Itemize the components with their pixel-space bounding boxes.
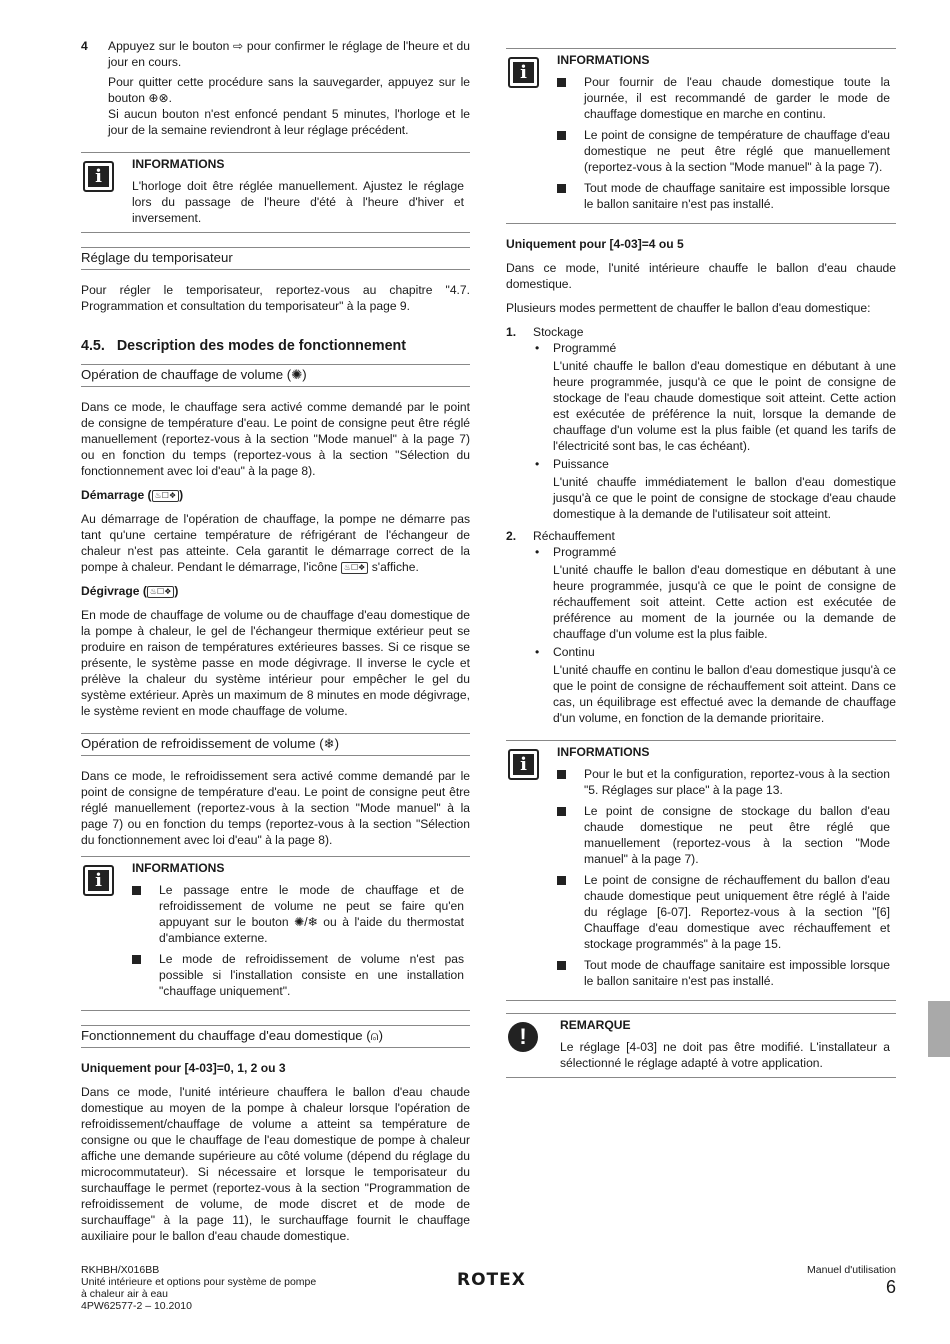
- footer-right: [720, 1264, 896, 1298]
- start-text: [81, 511, 470, 575]
- info-item: Le point de consigne de stockage du ballon d'eau chaude domestique ne peut être réglé que manuellement (reportez-vous à la section "Mode manuel" à la page 7).: [557, 803, 890, 867]
- start-text-a: Au démarrage de l'opération de chauffage, la pompe ne démarre pas tant qu'une certaine température de réfrigérant de l'échangeur de chaleur n'est pas atteinte. Cela garantit le démarrage correct de la pompe à chaleur. Pendant le démarrage, l'icône: [81, 512, 470, 574]
- info-icon: i: [83, 865, 114, 896]
- startup-icon: ♨☐❖: [341, 562, 369, 574]
- heating-text: Dans ce mode, le chauffage sera activé comme demandé par le point de consigne de température d'eau. Le point de consigne peut être réglé manuellement (reportez-vous à la section "Mode manuel" à la page 7) ou en fonction du temps (reportez-vous à la section "Sélection du fonctionnement avec loi d'eau" à la page 8).: [81, 400, 470, 478]
- info-title: INFORMATIONS: [557, 745, 650, 759]
- list-label: Stockage: [533, 325, 584, 339]
- page-number: 6: [885, 1277, 896, 1297]
- info-icon: i: [83, 161, 114, 192]
- info-item: Tout mode de chauffage sanitaire est impossible lorsque le ballon sanitaire n'est pas installé.: [557, 957, 890, 989]
- info-item: Le passage entre le mode de chauffage et de refroidissement de volume ne peut se faire qu'en appuyant sur le bouton ✺/❄ ou à l'aide du thermostat d'ambiance externe.: [132, 882, 464, 946]
- step-text: Si aucun bouton n'est enfoncé pendant 5 minutes, l'horloge et le jour de la semaine reviendront à leur réglage précédent.: [108, 107, 470, 137]
- dhw-text: Dans ce mode, l'unité intérieure chauffera le ballon d'eau chaude domestique au moyen de la pompe à chaleur lorsque l'opération de refroidissement/chauffage de volume a atteint sa température de consigne ou que le chauffage de l'eau domestique de pompe à chaleur affiche une demande supérieure au côté volume (dépend du réglage du microcommutateur). Si nécessaire et lorsque le temporisateur du surchauffage le permet (reportez-vous à la section "Programmation de refroidissement de volume, de mode discret et de mode de surchauffage" à la page 11), le surchauffage fournit le chauffage auxiliaire pour le ballon d'eau chaude domestique.: [81, 1085, 470, 1243]
- info-item: Pour le but et la configuration, reportez-vous à la section "5. Réglages sur place" à la page 13.: [557, 766, 890, 798]
- dhw-subtitle: Uniquement pour [4-03]=0, 1, 2 ou 3: [81, 1061, 286, 1075]
- list-label: Réchauffement: [533, 529, 615, 543]
- info-box: [506, 740, 896, 1001]
- start-title-close: ): [179, 488, 184, 502]
- info-title: INFORMATIONS: [132, 861, 225, 875]
- sub-label: Puissance: [553, 457, 609, 471]
- sub-label: Programmé: [553, 545, 617, 559]
- footer-doc-number: 4PW62577-2 – 10.2010: [81, 1300, 192, 1312]
- footer-desc: Unité intérieure et options pour système de pompe: [81, 1276, 317, 1288]
- mode45-text: Dans ce mode, l'unité intérieure chauffe le ballon d'eau chaude domestique.: [506, 261, 896, 291]
- right-column: [506, 42, 896, 1090]
- step-number: 4: [81, 39, 88, 53]
- sub-label: Continu: [553, 645, 595, 659]
- sub-text: L'unité chauffe le ballon d'eau domestique en débutant à une heure programmée, jusqu'à ce que le point de consigne de stockage de l'eau chaude domestique soit atteint. Cette action est exécutée de préférence la nuit, lorsque la demande de chauffage d'un volume est la plus faible (et quand les tarifs de l'électricité sont bas, le cas échéant).: [553, 359, 896, 453]
- info-item: Pour fournir de l'eau chaude domestique toute la journée, il est recommandé de garder le mode de chauffage domestique en marche en continu.: [557, 74, 890, 122]
- subheading-heating: Opération de chauffage de volume (✺): [81, 364, 470, 387]
- mode-list: [506, 324, 896, 728]
- subheading-dhw: Fonctionnement du chauffage d'eau domestique (⍝): [81, 1025, 470, 1048]
- subheading-cooling: Opération de refroidissement de volume (❄): [81, 733, 470, 756]
- info-item: Le point de consigne de température de chauffage d'eau domestique ne peut être réglé que manuellement (reportez-vous à la section "Mode manuel" à la page 7).: [557, 127, 890, 175]
- section-title: [81, 338, 470, 354]
- list-item: [506, 324, 896, 528]
- start-title-text: Démarrage (: [81, 488, 152, 502]
- info-title: INFORMATIONS: [132, 157, 225, 171]
- defrost-icon: ♨☐❖: [147, 586, 175, 598]
- timer-text: Pour régler le temporisateur, reportez-vous au chapitre "4.7. Programmation et consultation du temporisateur" à la page 9.: [81, 283, 470, 313]
- remark-title: REMARQUE: [560, 1018, 631, 1032]
- mode45-subtitle: Uniquement pour [4-03]=4 ou 5: [506, 237, 684, 251]
- startup-icon: ♨☐❖: [152, 490, 180, 502]
- info-box: [81, 152, 470, 233]
- info-icon: i: [508, 57, 539, 88]
- info-text: L'horloge doit être réglée manuellement. Ajustez le réglage lors du passage de l'heure d'été à l'heure d'hiver et inversement.: [132, 179, 464, 225]
- defrost-title-close: ): [174, 584, 179, 598]
- info-box: [506, 48, 896, 224]
- defrost-title-text: Dégivrage (: [81, 584, 147, 598]
- cooling-text: Dans ce mode, le refroidissement sera activé comme demandé par le point de consigne de température d'eau. Le point de consigne peut être réglé manuellement (reportez-vous à la section "Mode manuel" à la page 7) ou en fonction du temps (reportez-vous à la section "Sélection du fonctionnement avec loi d'eau" à la page 8).: [81, 769, 470, 847]
- info-item: Le mode de refroidissement de volume n'est pas possible si l'installation consiste en une installation "chauffage uniquement".: [132, 951, 464, 999]
- footer-manual: Manuel d'utilisation: [807, 1264, 896, 1276]
- side-tab-marker: [928, 1001, 950, 1057]
- step-4: [81, 38, 470, 142]
- sub-item: • Programmé L'unité chauffe le ballon d'eau domestique en débutant à une heure programmée, jusqu'à ce que le point de consigne de réchauffement soit atteint. Cette action est exécutée de préférence au moment de la journée ou la demande de chauffage d'un volume est la plus faible.: [535, 545, 896, 641]
- info-item: Tout mode de chauffage sanitaire est impossible lorsque le ballon sanitaire n'est pas installé.: [557, 180, 890, 212]
- sub-text: L'unité chauffe le ballon d'eau domestique en débutant à une heure programmée, jusqu'à ce que le point de consigne de réchauffement soit atteint. Cette action est exécutée de préférence au moment de la journée ou la demande de chauffage d'un volume est la plus faible.: [553, 563, 896, 641]
- step-text: Pour quitter cette procédure sans la sauvegarder, appuyez sur le bouton ⊕⊗.: [108, 75, 470, 105]
- sub-item: • Programmé L'unité chauffe le ballon d'eau domestique en débutant à une heure programmée, jusqu'à ce que le point de consigne de stockage de l'eau chaude domestique soit atteint. Cette action est exécutée de préférence la nuit, lorsque la demande de chauffage d'un volume est la plus faible (et quand les tarifs de l'électricité sont bas, le cas échéant).: [535, 341, 896, 453]
- step-text: Appuyez sur le bouton ⇨ pour confirmer le réglage de l'heure et du jour en cours.: [108, 39, 470, 69]
- exclamation-icon: !: [508, 1022, 538, 1052]
- start-title: [81, 487, 470, 503]
- info-item: Le point de consigne de réchauffement du ballon d'eau chaude domestique peut uniquement être réglé à l'aide du réglage [6-07]. Reportez-vous à la section "[6] Chauffage d'eau domestique avec réchauffement et stockage programmés" à la page 15.: [557, 872, 890, 952]
- footer-model: RKHBH/X016BB: [81, 1264, 160, 1276]
- info-box: [81, 856, 470, 1011]
- remark-box: [506, 1013, 896, 1078]
- subheading-timer: Réglage du temporisateur: [81, 247, 470, 270]
- mode45-text: Plusieurs modes permettent de chauffer le ballon d'eau domestique:: [506, 301, 871, 315]
- remark-text: Le réglage [4-03] ne doit pas être modifié. L'installateur a sélectionné le réglage adapté à votre application.: [560, 1040, 890, 1070]
- left-column: [81, 38, 470, 1252]
- rotex-logo: ROTEX: [457, 1270, 526, 1290]
- section-heading: Description des modes de fonctionnement: [116, 338, 407, 354]
- list-number: 1.: [506, 325, 517, 339]
- footer-left: [81, 1264, 381, 1312]
- sub-label: Programmé: [553, 341, 617, 355]
- footer-desc: à chaleur air à eau: [81, 1288, 168, 1300]
- section-number: 4.5.: [81, 338, 105, 354]
- start-text-b: s'affiche.: [371, 560, 419, 574]
- sub-item: • Puissance L'unité chauffe immédiatement le ballon d'eau domestique jusqu'à ce que le point de consigne de stockage d'eau chaude domestique à la demande de l'utilisateur soit atteint.: [535, 457, 896, 521]
- defrost-text: En mode de chauffage de volume ou de chauffage d'eau domestique de la pompe à chaleur, le gel de l'échangeur thermique extérieur peut se produire en raison de températures extérieures basses. Si ce risque se présente, le système passe en mode dégivrage. Il inverse le cycle et prélève la chaleur du système intérieur pour empêcher le gel du système extérieur. Après un maximum de 8 minutes en mode dégivrage, le système revient en mode chauffage de volume.: [81, 608, 470, 718]
- sub-item: • Continu L'unité chauffe en continu le ballon d'eau domestique jusqu'à ce que le point de consigne de réchauffement soit atteint. Dans ce cas, un équilibrage est effectué avec la demande de chauffage d'un volume, en fonction de la demande prioritaire.: [535, 645, 896, 725]
- sub-text: L'unité chauffe immédiatement le ballon d'eau domestique jusqu'à ce que le point de consigne de stockage d'eau chaude domestique à la demande de l'utilisateur soit atteint.: [553, 475, 896, 521]
- list-item: [506, 528, 896, 728]
- sub-text: L'unité chauffe en continu le ballon d'eau domestique jusqu'à ce que le point de consigne de réchauffement soit atteint. Dans ce cas, un équilibrage est effectué avec la demande de chauffage d'un volume, en fonction de la demande prioritaire.: [553, 663, 896, 725]
- info-icon: i: [508, 749, 539, 780]
- list-number: 2.: [506, 529, 517, 543]
- info-title: INFORMATIONS: [557, 53, 650, 67]
- defrost-title: [81, 583, 470, 599]
